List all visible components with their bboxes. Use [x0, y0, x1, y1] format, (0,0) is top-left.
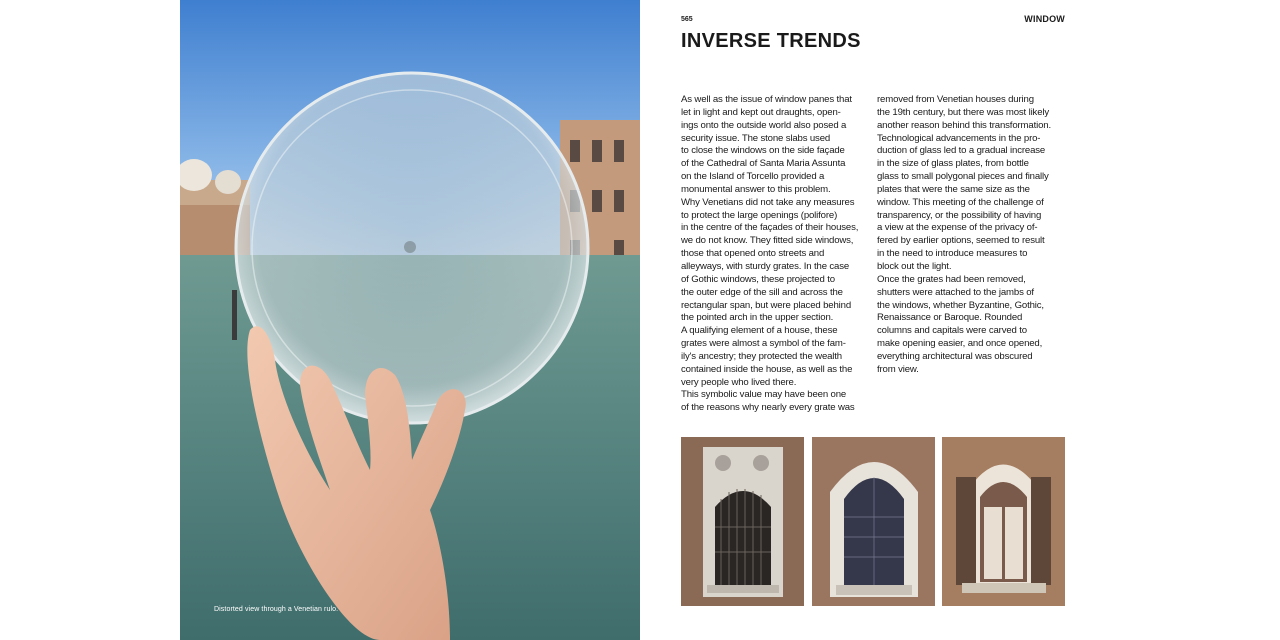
text-column-left — [681, 94, 869, 415]
text-line: As well as the issue of window panes that — [681, 94, 852, 105]
text-line: to close the windows on the side façade — [681, 145, 845, 157]
text-line: transparency, or the possibility of having — [877, 209, 1042, 221]
window-thumbnail-1 — [681, 437, 804, 606]
text-line: another reason behind this transformation. — [877, 119, 1051, 131]
text-line: to protect the large openings (polifore) — [681, 209, 838, 221]
text-line: security issue. The stone slabs used — [681, 132, 831, 144]
text-line: removed from Venetian houses during — [877, 94, 1034, 105]
text-line: grates were almost a symbol of the fam- — [681, 338, 846, 350]
text-line: make opening easier, and once opened, — [877, 338, 1043, 350]
text-line: in the size of glass plates, from bottle — [877, 158, 1029, 170]
text-line: the 19th century, but there was most likely — [877, 106, 1050, 118]
window-thumbnail-3 — [942, 437, 1065, 606]
window-thumbnail-2 — [812, 437, 935, 606]
text-line: rectangular span, but were placed behind — [681, 299, 852, 311]
section-label: WINDOW — [1024, 14, 1065, 24]
text-line: from view. — [877, 363, 919, 375]
text-line: of the Cathedral of Santa Maria Assunta — [681, 158, 846, 170]
text-line: ings onto the outside world also posed a — [681, 119, 847, 131]
text-line: very people who lived there. — [681, 376, 797, 388]
text-line: fered by earlier options, seemed to result — [877, 235, 1045, 247]
text-line: window. This meeting of the challenge of — [877, 196, 1044, 208]
text-line: glass to small polygonal pieces and finally — [877, 171, 1049, 183]
text-line: Technological advancements in the pro- — [877, 132, 1041, 144]
text-line: This symbolic value may have been one — [681, 389, 847, 401]
text-line: we do not know. They fitted side windows, — [681, 235, 854, 247]
text-line: contained inside the house, as well as the — [681, 363, 853, 375]
text-line: in the need to introduce measures to — [877, 248, 1028, 260]
text-line: on the Island of Torcello provided a — [681, 171, 825, 183]
text-line: plates that were the same size as the — [877, 183, 1030, 195]
text-line: Once the grates had been removed, — [877, 273, 1026, 285]
text-line: monumental answer to this problem. — [681, 183, 831, 195]
text-line: in the centre of the façades of their houses, — [681, 222, 859, 234]
text-line: everything architectural was obscured — [877, 350, 1033, 362]
photo-caption: Distorted view through a Venetian rulo. — [214, 606, 339, 613]
text-line: block out the light. — [877, 260, 952, 272]
text-line: alleyways, with sturdy grates. In the case — [681, 260, 850, 272]
glass-disc-photo — [180, 0, 640, 640]
glass-window-photo — [812, 437, 935, 606]
text-line: shutters were attached to the jambs of — [877, 286, 1034, 298]
shuttered-window-photo — [942, 437, 1065, 606]
text-line: Why Venetians did not take any measures — [681, 196, 855, 208]
text-line: duction of glass led to a gradual increase — [877, 145, 1046, 157]
article-title: INVERSE TRENDS — [681, 30, 861, 52]
text-line: those that opened onto streets and — [681, 248, 825, 260]
text-line: the outer edge of the sill and across the — [681, 286, 843, 298]
page-number: 565 — [681, 16, 693, 23]
text-line: the pointed arch in the upper section. — [681, 312, 834, 324]
text-line: of the reasons why nearly every grate was — [681, 402, 855, 414]
text-line: A qualifying element of a house, these — [681, 325, 838, 337]
text-line: a view at the expense of the privacy of- — [877, 222, 1038, 234]
grated-window-photo — [681, 437, 804, 606]
text-line: the windows, whether Byzantine, Gothic, — [877, 299, 1044, 311]
text-line: let in light and kept out draughts, open- — [681, 106, 841, 118]
text-line: columns and capitals were carved to — [877, 325, 1027, 337]
text-column-right — [877, 94, 1065, 377]
venetian-rulo-photo — [180, 0, 640, 640]
text-line: of Gothic windows, these projected to — [681, 273, 835, 285]
text-line: Renaissance or Baroque. Rounded — [877, 312, 1023, 324]
text-line: ily's ancestry; they protected the wealth — [681, 350, 842, 362]
